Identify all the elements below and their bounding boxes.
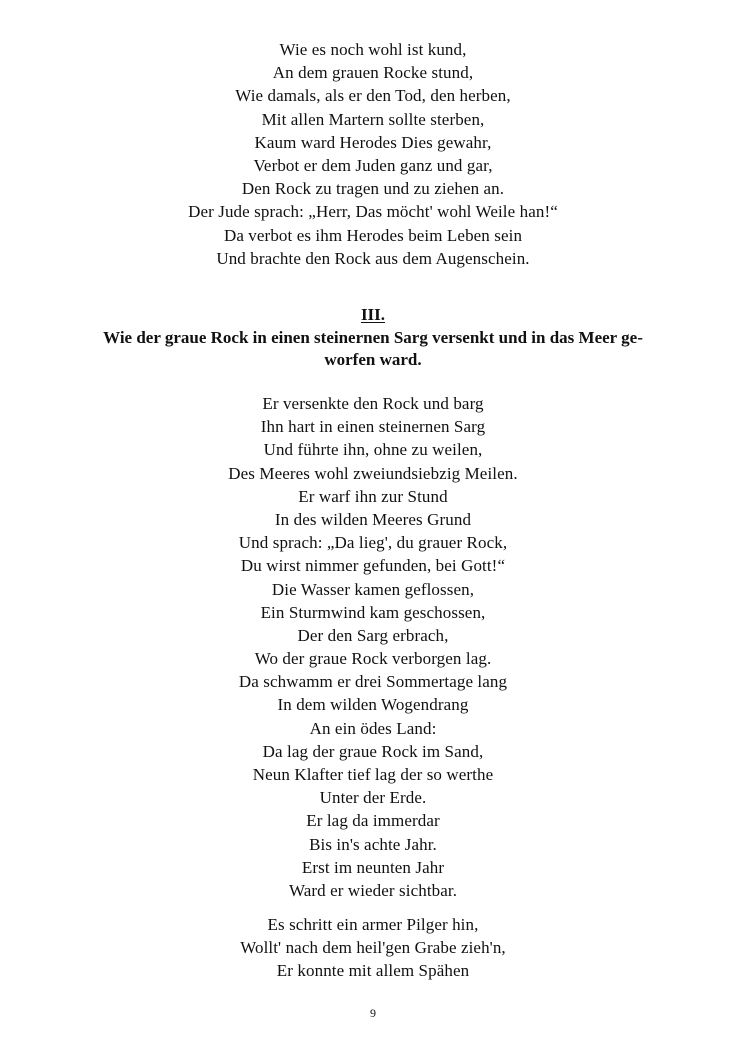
verse-line: In des wilden Meeres Grund: [274, 509, 472, 529]
page-number: 9: [370, 1006, 376, 1020]
verse-line: Wollt' nach dem heil'gen Grabe zieh'n,: [240, 938, 506, 958]
verse-line: Und sprach: „Da lieg', du grauer Rock,: [238, 533, 508, 553]
verse-line: Verbot er dem Juden ganz und gar,: [253, 155, 493, 175]
verse-line: Wo der graue Rock verborgen lag.: [254, 649, 492, 669]
verse-line: An ein ödes Land:: [309, 718, 437, 738]
verse-line: Und brachte den Rock aus dem Augenschein.: [216, 248, 530, 268]
verse-line: Mit allen Martern sollte sterben,: [261, 109, 485, 129]
verse-line: Der Jude sprach: „Herr, Das möcht' wohl Weile han!“: [188, 202, 558, 222]
chapter-title-line: worfen ward.: [324, 350, 422, 369]
verse-line: Kaum ward Herodes Dies gewahr,: [254, 132, 492, 152]
verse-line: Der den Sarg erbrach,: [297, 625, 449, 645]
verse-line: Er konnte mit allem Spähen: [276, 961, 470, 981]
verse-line: Du wirst nimmer gefunden, bei Gott!“: [240, 556, 506, 576]
verse-line: Wie es noch wohl ist kund,: [279, 40, 467, 59]
verse-line: Es schritt ein armer Pilger hin,: [267, 915, 479, 934]
verse-line: Und führte ihn, ohne zu weilen,: [263, 440, 483, 460]
verse-line: Da verbot es ihm Herodes beim Leben sein: [223, 225, 523, 245]
verse-line: Da schwamm er drei Sommertage lang: [238, 672, 508, 692]
verse-line: An dem grauen Rocke stund,: [272, 63, 474, 83]
verse-line: Wie damals, als er den Tod, den herben,: [235, 86, 511, 106]
verse-line: Den Rock zu tragen und zu ziehen an.: [241, 179, 505, 199]
verse-line: Ihn hart in einen steinernen Sarg: [260, 417, 486, 437]
verse-line: Neun Klafter tief lag der so werthe: [252, 765, 494, 784]
verse-line: Ward er wieder sichtbar.: [288, 880, 458, 900]
stanza-1: [0, 38, 746, 270]
verse-line: Er versenkte den Rock und barg: [262, 394, 484, 413]
verse-line: Da lag der graue Rock im Sand,: [262, 741, 484, 761]
stanza-2: [0, 392, 746, 902]
verse-line: Er lag da immerdar: [306, 811, 440, 831]
verse-line: Erst im neunten Jahr: [301, 857, 445, 877]
verse-line: Unter der Erde.: [319, 788, 427, 808]
chapter-heading: [60, 304, 686, 371]
verse-line: Die Wasser kamen geflossen,: [271, 579, 475, 599]
verse-line: Er warf ihn zur Stund: [298, 486, 448, 506]
chapter-numeral: III.: [360, 305, 386, 324]
stanza-3: [0, 913, 746, 983]
verse-line: Ein Sturmwind kam geschossen,: [260, 602, 486, 622]
verse-line: Bis in's achte Jahr.: [309, 834, 437, 854]
verse-line: Des Meeres wohl zweiundsiebzig Meilen.: [228, 463, 518, 483]
verse-line: In dem wilden Wogendrang: [277, 695, 469, 715]
chapter-title-line: Wie der graue Rock in einen steinernen Sarg versenkt und in das Meer ge-: [103, 328, 643, 347]
